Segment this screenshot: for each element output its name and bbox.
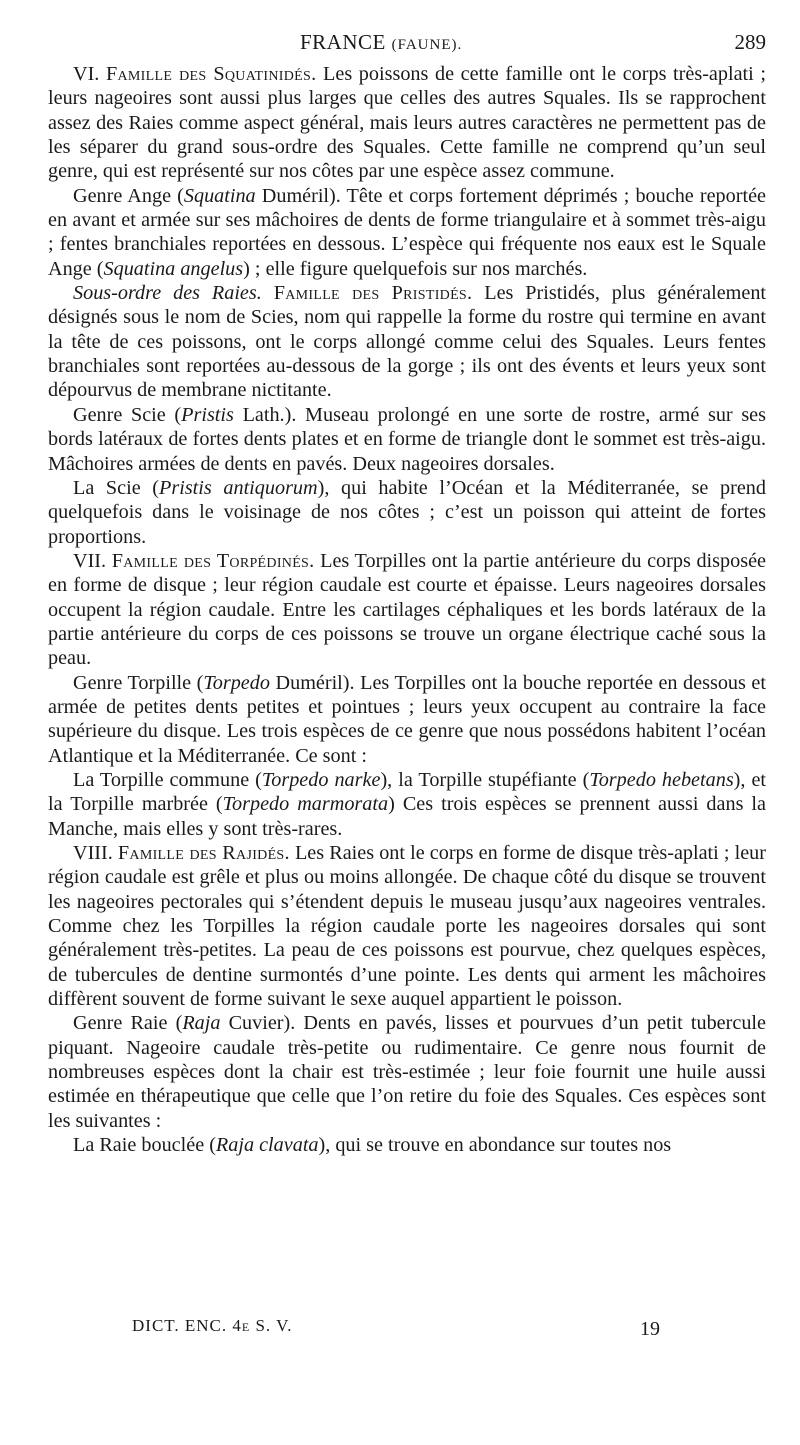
body-text: [48, 62, 766, 1157]
text-run: VII.: [73, 549, 112, 572]
section-heading: Famille des Squatinidés.: [105, 63, 317, 85]
italic-text: Pristis: [181, 403, 234, 426]
italic-text: Raja: [182, 1012, 221, 1035]
text-run: VI.: [73, 63, 106, 85]
paragraph: [48, 1133, 766, 1157]
text-run: Genre Scie (: [73, 403, 182, 426]
paragraph: [48, 281, 766, 403]
text-run: Les Raies ont le corps en forme de disque très-aplati ; leur région caudale est grêle et plus ou moins allongée. De chaque côté du disque se trouvent les nageoires pectorales qui s’étendent depuis le museau jusqu’aux nageoires ventrales. Comme chez les Torpilles la région caudale porte les nageoires dorsales qui sont généralement très-petites. La peau de ces poissons est pourvue, chez quelques espèces, de tubercules de dentine surmontés d’une pointe. Les dents qui arment les mâchoires diffèrent souvent de forme suivant le sexe auquel appartient le poisson.: [48, 842, 766, 1011]
italic-text: Raja clavata: [215, 1134, 319, 1157]
text-run: ), qui habite l’Océan et la Méditerranée, se prend quelquefois dans le voisinage de nos côtes ; c’est un poisson qui atteint de fortes proportions.: [48, 476, 766, 548]
text-run: Duméril). Tête et corps fortement déprimés ; bouche reportée en avant et armée sur ses mâchoires de dents de forme triangulaire et à sommet très-aigu ; fentes branchiales reportées en dessous. L’espèce qui fréquente nos eaux est le Squale Ange (: [48, 184, 766, 280]
text-run: ) Ces trois espèces se prennent aussi dans la Manche, mais elles y sont très-rares.: [48, 793, 767, 840]
text-run: ), et la Torpille marbrée (: [48, 768, 767, 816]
page-number: 289: [734, 30, 766, 54]
italic-text: Squatina angelus: [103, 257, 244, 280]
text-run: Les Torpilles ont la partie antérieure du corps disposée en forme de disque ; leur région caudale est courte et épaisse. Leurs nageoires dorsales occupent la région caudale. Entre les cartilages céphaliques et les bords latéraux de la partie antérieure du corps de ces poissons se trouve un organe électrique caché sous la peau.: [48, 549, 766, 670]
text-run: Genre Raie (: [73, 1012, 183, 1035]
italic-text: Squatina: [183, 184, 256, 207]
text-run: Duméril). Les Torpilles ont la bouche reportée en dessous et armée de petites dents petites et pointues ; leurs yeux occupent au contraire la face supérieure du disque. Les trois espèces de ce genre que nous possédons habitent l’océan Atlantique et la Méditerranée. Ce sont :: [48, 671, 766, 767]
text-run: [262, 282, 274, 304]
paragraph: [48, 549, 766, 671]
text-run: ), la Torpille stupéfiante (: [380, 768, 590, 791]
italic-text: Torpedo hebetans: [589, 768, 734, 791]
paragraph: [48, 768, 766, 841]
italic-text: Sous-ordre des Raies.: [73, 282, 262, 305]
text-run: Cuvier). Dents en pavés, lisses et pourvues d’un petit tubercule piquant. Nageoire caudale très-petite ou rudimentaire. Ce genre nous fournit de nombreuses espèces dont la chair est très-estimée ; leur foie fournit une huile aussi estimée en thérapeutique que celle que l’on retire du foie des Squales. Ces espèces sont les suivantes :: [48, 1012, 766, 1132]
text-run: ) ; elle figure quelquefois sur nos marchés.: [243, 257, 588, 280]
italic-text: Pristis antiquorum: [159, 476, 318, 499]
italic-text: Torpedo marmorata: [222, 793, 389, 816]
text-run: Genre Torpille (: [73, 671, 204, 694]
text-run: ), qui se trouve en abondance sur toutes nos: [318, 1134, 672, 1157]
paragraph: [48, 184, 766, 281]
signature-mark: 19: [640, 1318, 660, 1340]
text-run: La Scie (: [73, 476, 160, 499]
text-run: VIII.: [73, 842, 118, 864]
text-run: Les poissons de cette famille ont le corps très-aplati ; leurs nageoires sont aussi plus larges que celles des autres Squales. Ils se rapprochent assez des Raies comme aspect général, mais leurs autres caractères ne permettent pas de les séparer du grand sous-ordre des Squales. Cette famille ne comprend qu’un seul genre, qui est représenté sur nos côtes par une espèce assez commune.: [48, 63, 766, 183]
text-run: La Torpille commune (: [73, 768, 262, 791]
header-title: FRANCE: [300, 30, 386, 54]
page-footer: [0, 1316, 800, 1350]
section-heading: Famille des Rajidés.: [117, 842, 290, 864]
paragraph: [48, 476, 766, 549]
paragraph: [48, 671, 766, 768]
paragraph: [48, 62, 766, 184]
running-header: [0, 30, 800, 60]
italic-text: Torpedo: [203, 671, 270, 694]
paragraph: [48, 841, 766, 1011]
text-run: Les Pristidés, plus généralement désignés sous le nom de Scies, nom qui rappelle la forme du rostre qui termine en avant la tête de ces poissons, ont le corps allongé comme celui des Squales. Leurs fentes branchiales sont reportées au-dessous de la gorge ; ils ont des évents et leurs yeux sont dépourvus de membrane nictitante.: [48, 282, 767, 402]
text-run: La Raie bouclée (: [73, 1134, 216, 1157]
header-subtitle: (FAUNE).: [391, 37, 463, 53]
paragraph: [48, 403, 766, 476]
text-run: Genre Ange (: [73, 184, 184, 207]
italic-text: Torpedo narke: [261, 768, 381, 791]
section-heading: Famille des Pristidés.: [273, 282, 473, 305]
section-heading: Famille des Torpédinés.: [111, 549, 315, 572]
running-title: [300, 30, 462, 55]
text-run: Lath.). Museau prolongé en une sorte de rostre, armé sur ses bords latéraux de fortes dents plates et en forme de triangle dont le sommet est très-aigu. Mâchoires armées de dents en pavés. Deux nageoires dorsales.: [48, 403, 767, 475]
paragraph: [48, 1011, 766, 1133]
footer-reference: DICT. ENC. 4e S. V.: [132, 1316, 293, 1335]
